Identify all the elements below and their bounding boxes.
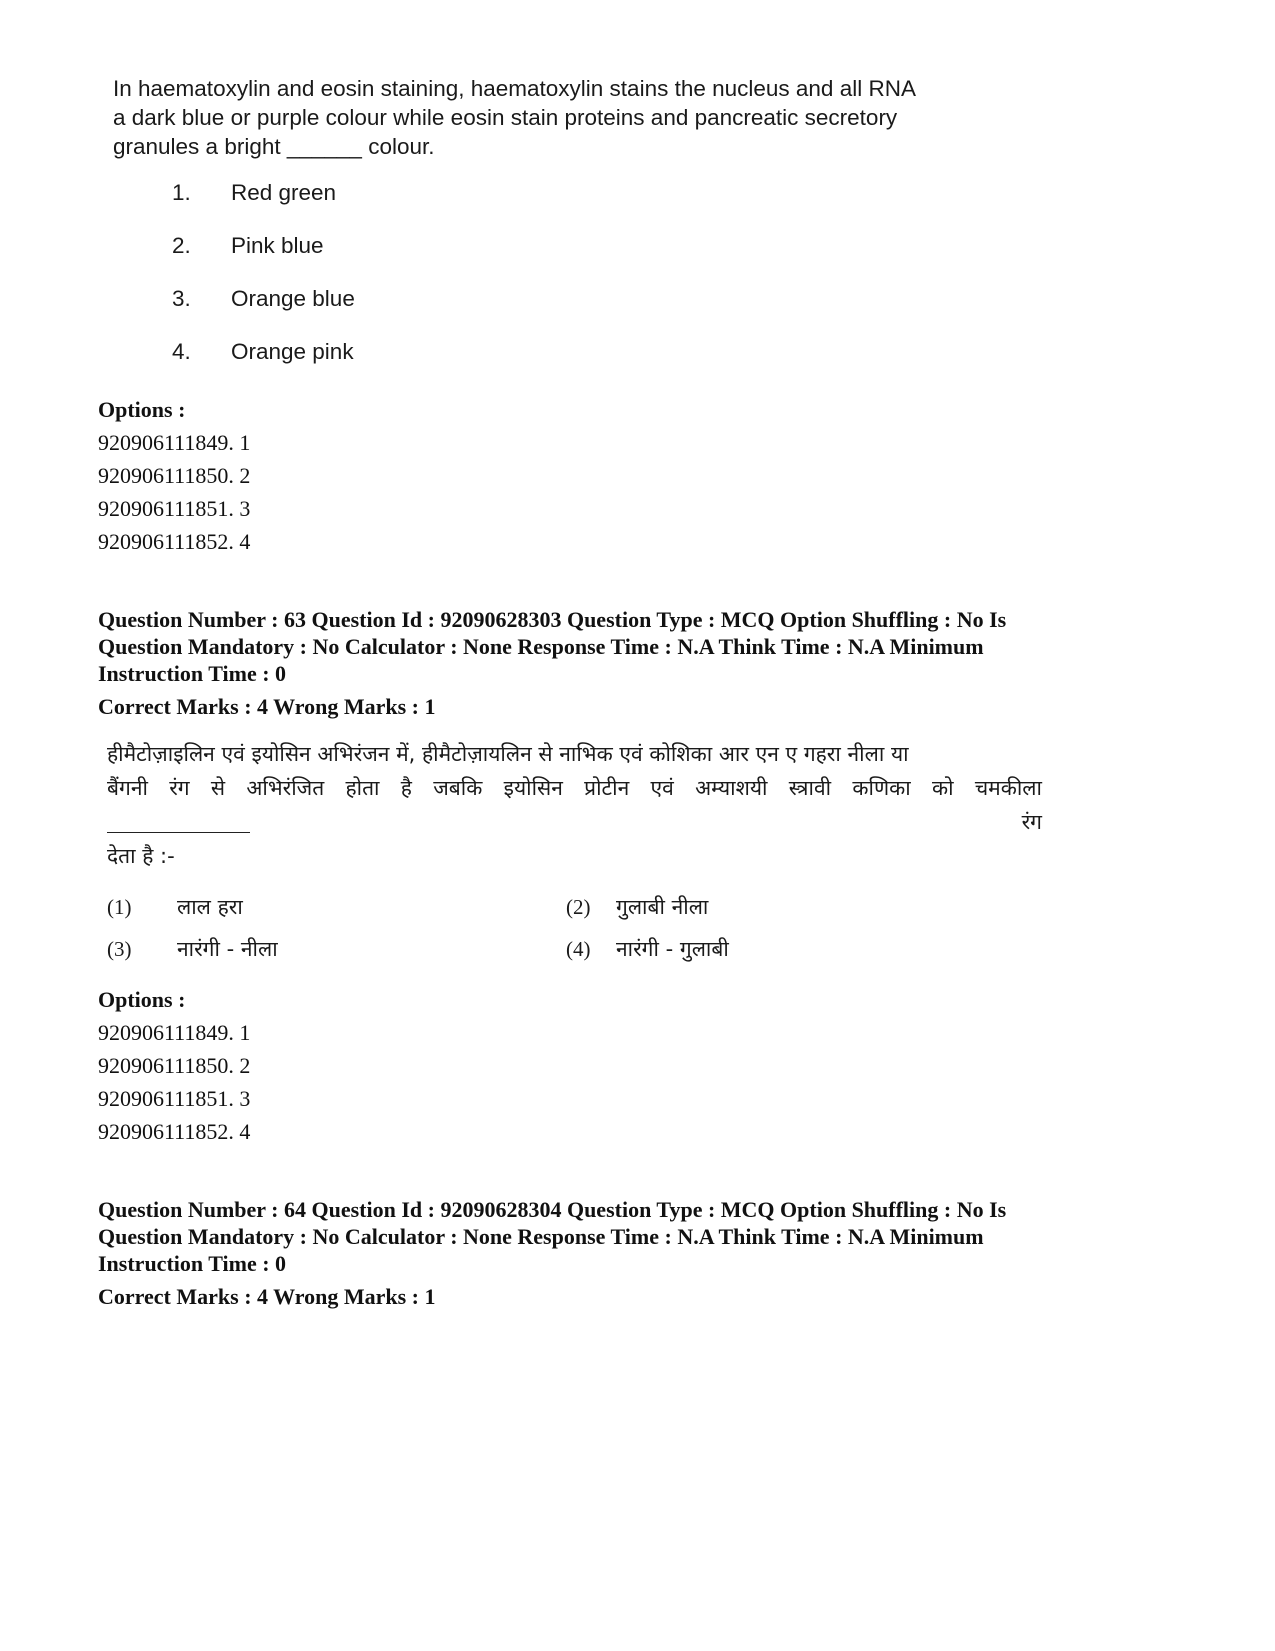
choice-number: (3): [107, 937, 132, 961]
hindi-line-3-end: रंग: [1021, 810, 1042, 834]
choice-text: Orange pink: [231, 339, 354, 364]
option-id: 920906111851. 3: [98, 496, 251, 521]
options-label: Options :: [98, 397, 186, 422]
choice-text: लाल हरा: [177, 895, 243, 919]
choice-number: 2.: [172, 233, 191, 258]
marks-line: Correct Marks : 4 Wrong Marks : 1: [98, 1284, 436, 1309]
option-id: 920906111852. 4: [98, 529, 251, 554]
choice-number: 3.: [172, 286, 191, 311]
question-line: a dark blue or purple colour while eosin stain proteins and pancreatic secretory: [113, 105, 898, 130]
question-line: In haematoxylin and eosin staining, haematoxylin stains the nucleus and all RNA: [113, 76, 916, 101]
hindi-word: स्त्रावी: [788, 776, 832, 800]
option-id: 920906111849. 1: [98, 1020, 251, 1045]
question-63-meta: [98, 606, 1198, 720]
meta-line: Question Mandatory : No Calculator : None Response Time : N.A Think Time : N.A Minimum: [98, 634, 984, 659]
hindi-word: जबकि: [433, 776, 483, 800]
choice-text: नारंगी - नीला: [177, 937, 278, 961]
hindi-line-2: [107, 774, 1042, 802]
hindi-word: अम्याशयी: [695, 776, 768, 800]
hindi-word: एवं: [650, 776, 674, 800]
option-id: 920906111851. 3: [98, 1086, 251, 1111]
choice-text: गुलाबी नीला: [616, 895, 709, 919]
option-id: 920906111849. 1: [98, 430, 251, 455]
hindi-word: बैंगनी: [107, 776, 148, 800]
hindi-word: है: [400, 776, 412, 800]
hindi-choice-3: [107, 935, 278, 963]
question-64-meta: [98, 1196, 1198, 1310]
choice-number: (2): [566, 895, 591, 919]
hindi-word: होता: [345, 776, 380, 800]
meta-line: Instruction Time : 0: [98, 1251, 287, 1276]
choice-number: 1.: [172, 180, 191, 205]
hindi-line-1: हीमैटोज़ाइलिन एवं इयोसिन अभिरंजन में, हीमैटोज़ायलिन से नाभिक एवं कोशिका आर एन ए गहरा नीला या: [107, 742, 909, 766]
options-label: Options :: [98, 987, 186, 1012]
question-63-options: [98, 983, 1198, 1148]
hindi-word: चमकीला: [974, 776, 1042, 800]
meta-line: Instruction Time : 0: [98, 661, 287, 686]
hindi-word: को: [931, 776, 954, 800]
hindi-choice-4: [566, 935, 729, 963]
answer-blank: [107, 832, 250, 833]
meta-line: Question Number : 63 Question Id : 92090628303 Question Type : MCQ Option Shuffling : No Is: [98, 607, 1007, 632]
question-62-options: [98, 393, 1198, 558]
choice-text: Red green: [231, 180, 337, 205]
choice-number: (1): [107, 895, 132, 919]
marks-line: Correct Marks : 4 Wrong Marks : 1: [98, 694, 436, 719]
question-62-text: [113, 74, 1013, 161]
option-id: 920906111852. 4: [98, 1119, 251, 1144]
option-id: 920906111850. 2: [98, 463, 251, 488]
choice-text: Pink blue: [231, 233, 324, 258]
meta-line: Question Mandatory : No Calculator : None Response Time : N.A Think Time : N.A Minimum: [98, 1224, 984, 1249]
hindi-word: अभिरंजित: [246, 776, 325, 800]
hindi-choice-1: [107, 893, 243, 921]
hindi-word: से: [210, 776, 226, 800]
hindi-word: कणिका: [852, 776, 911, 800]
hindi-line-4: देता है :-: [107, 844, 175, 868]
hindi-choice-2: [566, 893, 708, 921]
hindi-word: रंग: [169, 776, 190, 800]
choice-text: नारंगी - गुलाबी: [616, 937, 729, 961]
hindi-word: इयोसिन: [503, 776, 563, 800]
choice-number: (4): [566, 937, 591, 961]
hindi-word: प्रोटीन: [584, 776, 630, 800]
choice-number: 4.: [172, 339, 191, 364]
question-line: granules a bright ______ colour.: [113, 134, 435, 159]
choice-text: Orange blue: [231, 286, 355, 311]
option-id: 920906111850. 2: [98, 1053, 251, 1078]
meta-line: Question Number : 64 Question Id : 92090628304 Question Type : MCQ Option Shuffling : No Is: [98, 1197, 1007, 1222]
